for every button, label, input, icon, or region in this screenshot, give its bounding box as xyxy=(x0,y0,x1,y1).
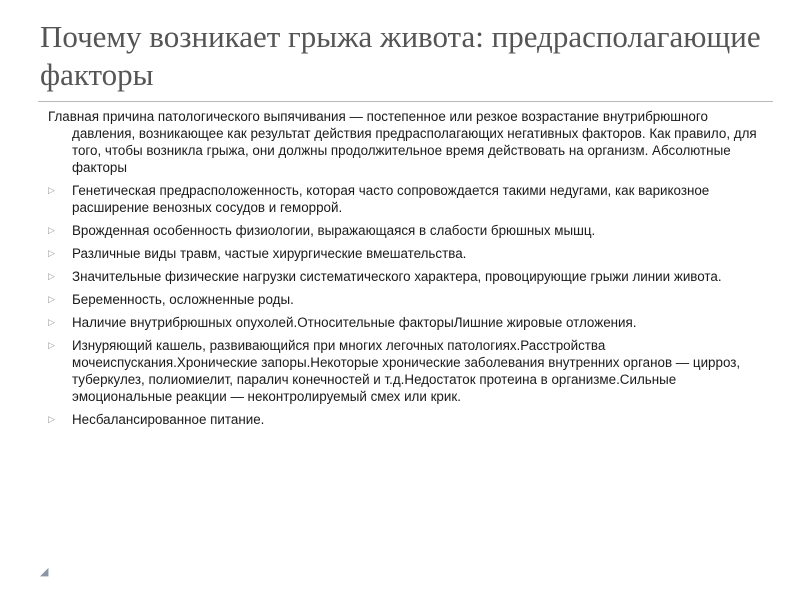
list-item-text: Изнуряющий кашель, развивающийся при многих легочных патологиях.Расстройства мочеиспускания.Хронические запоры.Некоторые хронические заболевания внутренних органов — цирроз, туберкулез, полиомиелит, паралич конечностей и т.д.Недостаток протеина в организме.Сильные эмоциональные реакции — неконтролируемый смех или крик. xyxy=(72,338,741,404)
list-item xyxy=(48,222,760,239)
triangle-bullet-icon: ▷ xyxy=(48,271,55,281)
triangle-bullet-icon: ▷ xyxy=(48,414,55,424)
list-item-text: Врожденная особенность физиологии, выражающаяся в слабости брюшных мышц. xyxy=(72,223,596,238)
list-item xyxy=(48,268,760,285)
list-item-text: Генетическая предрасположенность, которая часто сопровождается такими недугами, как варикозное расширение венозных сосудов и геморрой. xyxy=(72,183,710,215)
list-item-text: Значительные физические нагрузки систематического характера, провоцирующие грыжи линии живота. xyxy=(72,269,722,284)
intro-paragraph: Главная причина патологического выпячивания — постепенное или резкое возрастание внутрибрюшного давления, возникающее как результат действия предрасполагающих негативных факторов. Как правило, для того, чтобы возникла грыжа, они должны продолжительное время действовать на организм. Абсолютные факторы xyxy=(48,109,757,175)
bullet-list xyxy=(48,182,760,428)
slide-title: Почему возникает грыжа живота: предрасполагающие факторы xyxy=(40,19,761,92)
list-item-text: Различные виды травм, частые хирургические вмешательства. xyxy=(72,246,467,261)
list-item-text: Наличие внутрибрюшных опухолей.Относительные факторыЛишние жировые отложения. xyxy=(72,315,637,330)
list-item xyxy=(48,291,760,308)
list-item-text: Несбалансированное питание. xyxy=(72,412,265,427)
list-item xyxy=(48,182,760,216)
list-item xyxy=(48,245,760,262)
triangle-bullet-icon: ▷ xyxy=(48,185,55,195)
list-item xyxy=(48,314,760,331)
triangle-bullet-icon: ▷ xyxy=(48,294,55,304)
slide-content xyxy=(48,108,760,434)
list-item xyxy=(48,411,760,428)
title-divider xyxy=(38,101,773,102)
triangle-bullet-icon: ▷ xyxy=(48,340,55,350)
triangle-bullet-icon: ▷ xyxy=(48,225,55,235)
triangle-bullet-icon: ▷ xyxy=(48,317,55,327)
slide-navigation-icon[interactable]: ◢ xyxy=(40,566,49,578)
list-item xyxy=(48,337,760,405)
triangle-bullet-icon: ▷ xyxy=(48,248,55,258)
list-item-text: Беременность, осложненные роды. xyxy=(72,292,294,307)
